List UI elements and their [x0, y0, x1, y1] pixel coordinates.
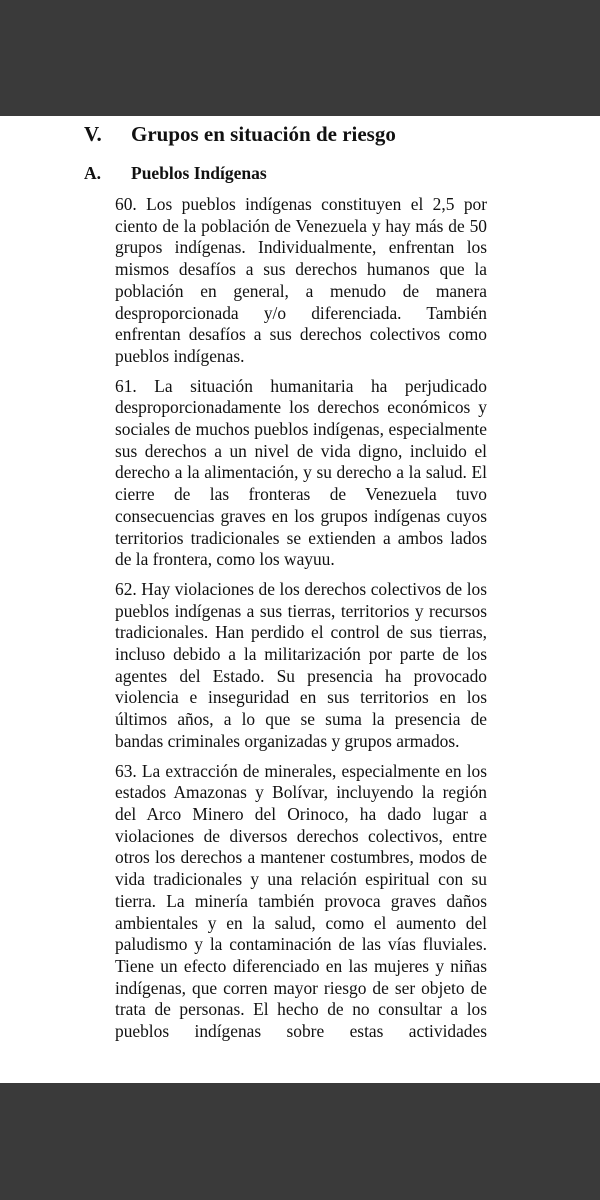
bottom-dark-bar: [0, 1083, 600, 1200]
paragraph-60: 60. Los pueblos indígenas constituyen el 2,5 por ciento de la población de Venezuela y hay más de 50 grupos indígenas. Individualmente, enfrentan los mismos desafíos a sus derechos humanos que la población en general, a menudo de manera desproporcionada y/o diferenciada. También enfrentan desafíos a sus derechos colectivos como pueblos indígenas.: [115, 194, 487, 366]
subsection-title: Pueblos Indígenas: [131, 163, 267, 183]
top-dark-bar: [0, 0, 600, 116]
paragraph-62: 62. Hay violaciones de los derechos colectivos de los pueblos indígenas a sus tierras, territorios y recursos tradicionales. Han perdido el control de sus tierras, incluso debido a la militarización por parte de los agentes del Estado. Su presencia ha provocado violencia e inseguridad en sus territorios en los últimos años, a lo que se suma la presencia de bandas criminales organizadas y grupos armados.: [115, 578, 487, 751]
section-heading: [84, 120, 396, 148]
paragraph-list: [115, 194, 487, 1051]
document-page[interactable]: [0, 116, 600, 1083]
paragraph-61: 61. La situación humanitaria ha perjudicado desproporcionadamente los derechos económicos y sociales de muchos pueblos indígenas, especialmente sus derechos a un nivel de vida digno, incluido el derecho a la alimentación, y su derecho a la salud. El cierre de las fronteras de Venezuela tuvo consecuencias graves en los grupos indígenas cuyos territorios tradicionales se extienden a ambos lados de la frontera, como los wayuu.: [115, 375, 487, 570]
paragraph-63: 63. La extracción de minerales, especialmente en los estados Amazonas y Bolívar, incluyendo la región del Arco Minero del Orinoco, ha dado lugar a violaciones de diversos derechos colectivos, entre otros los derechos a mantener costumbres, modos de vida tradicionales y una relación espiritual con su tierra. La minería también provoca graves daños ambientales y en la salud, como el aumento del paludismo y la contaminación de las vías fluviales. Tiene un efecto diferenciado en las mujeres y niñas indígenas, que corren mayor riesgo de ser objeto de trata de personas. El hecho de no consultar a los pueblos indígenas sobre estas actividades: [115, 760, 487, 1042]
section-title: Grupos en situación de riesgo: [131, 122, 396, 146]
subsection-heading: [84, 161, 267, 185]
section-number: V.: [84, 122, 102, 146]
subsection-letter: A.: [84, 163, 102, 183]
